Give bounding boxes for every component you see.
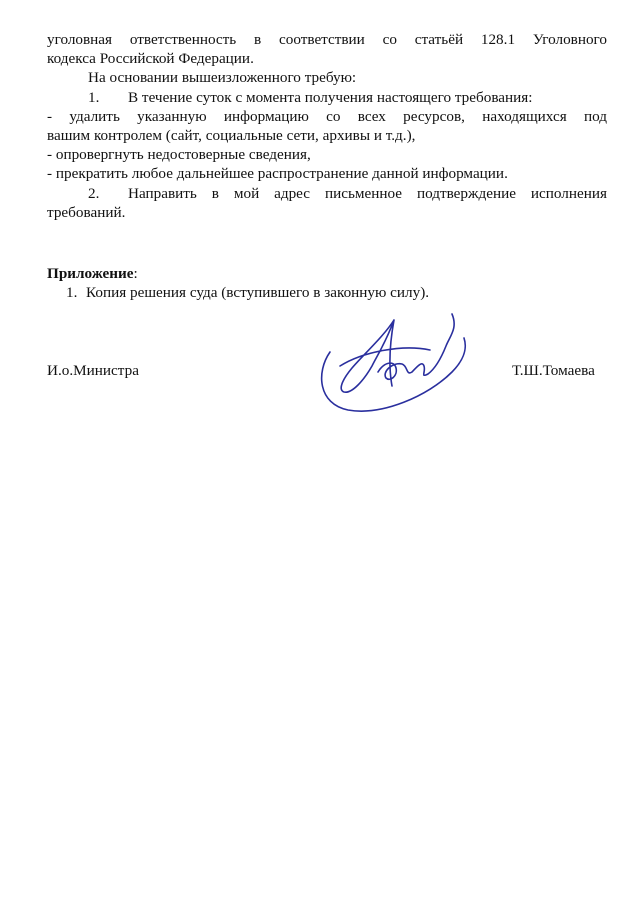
- paragraph-line: кодекса Российской Федерации.: [47, 50, 254, 68]
- attachments-title: Приложение: [47, 265, 134, 282]
- item-number: 1.: [88, 88, 100, 106]
- paragraph-line: уголовная ответственность в соответствии со статьёй 128.1 Уголовного: [47, 31, 607, 48]
- numbered-item-1: [47, 88, 607, 107]
- item-text: Направить в мой адрес письменное подтверждение исполнения: [128, 184, 607, 202]
- signature-stroke: [322, 314, 466, 411]
- dash-item-stop: - прекратить любое дальнейшее распространение данной информации.: [47, 165, 508, 183]
- numbered-item-2: [47, 184, 607, 203]
- dash-item-delete-cont: вашим контролем (сайт, социальные сети, архивы и т.д.),: [47, 127, 416, 145]
- attachment-text: Копия решения суда (вступившего в законную силу).: [86, 284, 430, 302]
- attachments-colon: :: [133, 265, 138, 282]
- item-number: 2.: [88, 184, 100, 202]
- attachment-number: 1.: [66, 284, 78, 302]
- dash-item-delete: - удалить указанную информацию со всех ресурсов, находящихся под: [47, 107, 607, 125]
- document-body: [47, 30, 607, 222]
- signatory-name: Т.Ш.Томаева: [512, 362, 595, 379]
- handwritten-signature: [312, 292, 472, 422]
- item-text: В течение суток с момента получения настоящего требования:: [128, 88, 533, 106]
- attachments-heading: [47, 264, 607, 283]
- signatory-role: И.о.Министра: [47, 362, 139, 379]
- paragraph-line: требований.: [47, 203, 126, 221]
- dash-item-refute: - опровергнуть недостоверные сведения,: [47, 146, 311, 164]
- demand-intro: На основании вышеизложенного требую:: [88, 69, 357, 87]
